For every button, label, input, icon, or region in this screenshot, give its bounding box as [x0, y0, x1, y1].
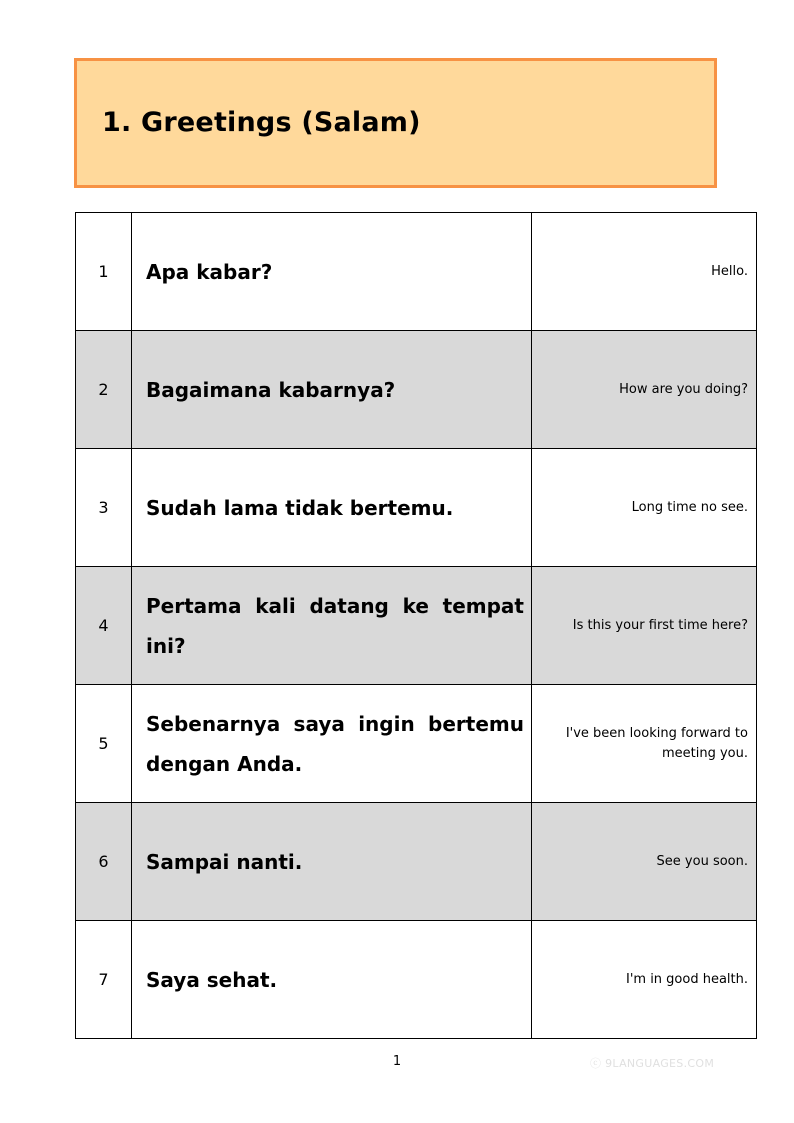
translation-text: Hello. — [711, 263, 748, 279]
translation-text: How are you doing? — [619, 381, 748, 397]
title-box — [74, 58, 717, 188]
row-number: 7 — [76, 921, 132, 1039]
row-number: 1 — [76, 213, 132, 331]
table-row — [76, 803, 757, 921]
phrase-text: Sebenarnya saya ingin bertemu dengan Anda. — [146, 711, 524, 776]
translation-text: Long time no see. — [631, 499, 748, 515]
phrase-text: Bagaimana kabarnya? — [146, 377, 396, 402]
translation-text: See you soon. — [656, 853, 748, 869]
translation-text: I'm in good health. — [625, 971, 748, 987]
phrase-text: Saya sehat. — [146, 967, 278, 992]
page-number: 1 — [392, 1054, 402, 1069]
row-number: 5 — [76, 685, 132, 803]
watermark: ⓒ 9LANGUAGES.COM — [590, 1057, 715, 1070]
table-row — [76, 567, 757, 685]
table-row — [76, 331, 757, 449]
phrase-text: Apa kabar? — [146, 259, 273, 284]
row-number: 2 — [76, 331, 132, 449]
translation-text: I've been looking forward to meeting you. — [565, 725, 748, 761]
phrase-text: Sampai nanti. — [146, 849, 303, 874]
page-title: 1. Greetings (Salam) — [102, 107, 421, 138]
phrase-table — [75, 212, 757, 1039]
row-number: 4 — [76, 567, 132, 685]
table-row — [76, 449, 757, 567]
table-row — [76, 213, 757, 331]
phrase-text: Sudah lama tidak bertemu. — [146, 495, 454, 520]
translation-text: Is this your first time here? — [572, 617, 748, 633]
table-row — [76, 921, 757, 1039]
row-number: 6 — [76, 803, 132, 921]
row-number: 3 — [76, 449, 132, 567]
table-row — [76, 685, 757, 803]
phrase-text: Pertama kali datang ke tempat ini? — [146, 593, 524, 658]
